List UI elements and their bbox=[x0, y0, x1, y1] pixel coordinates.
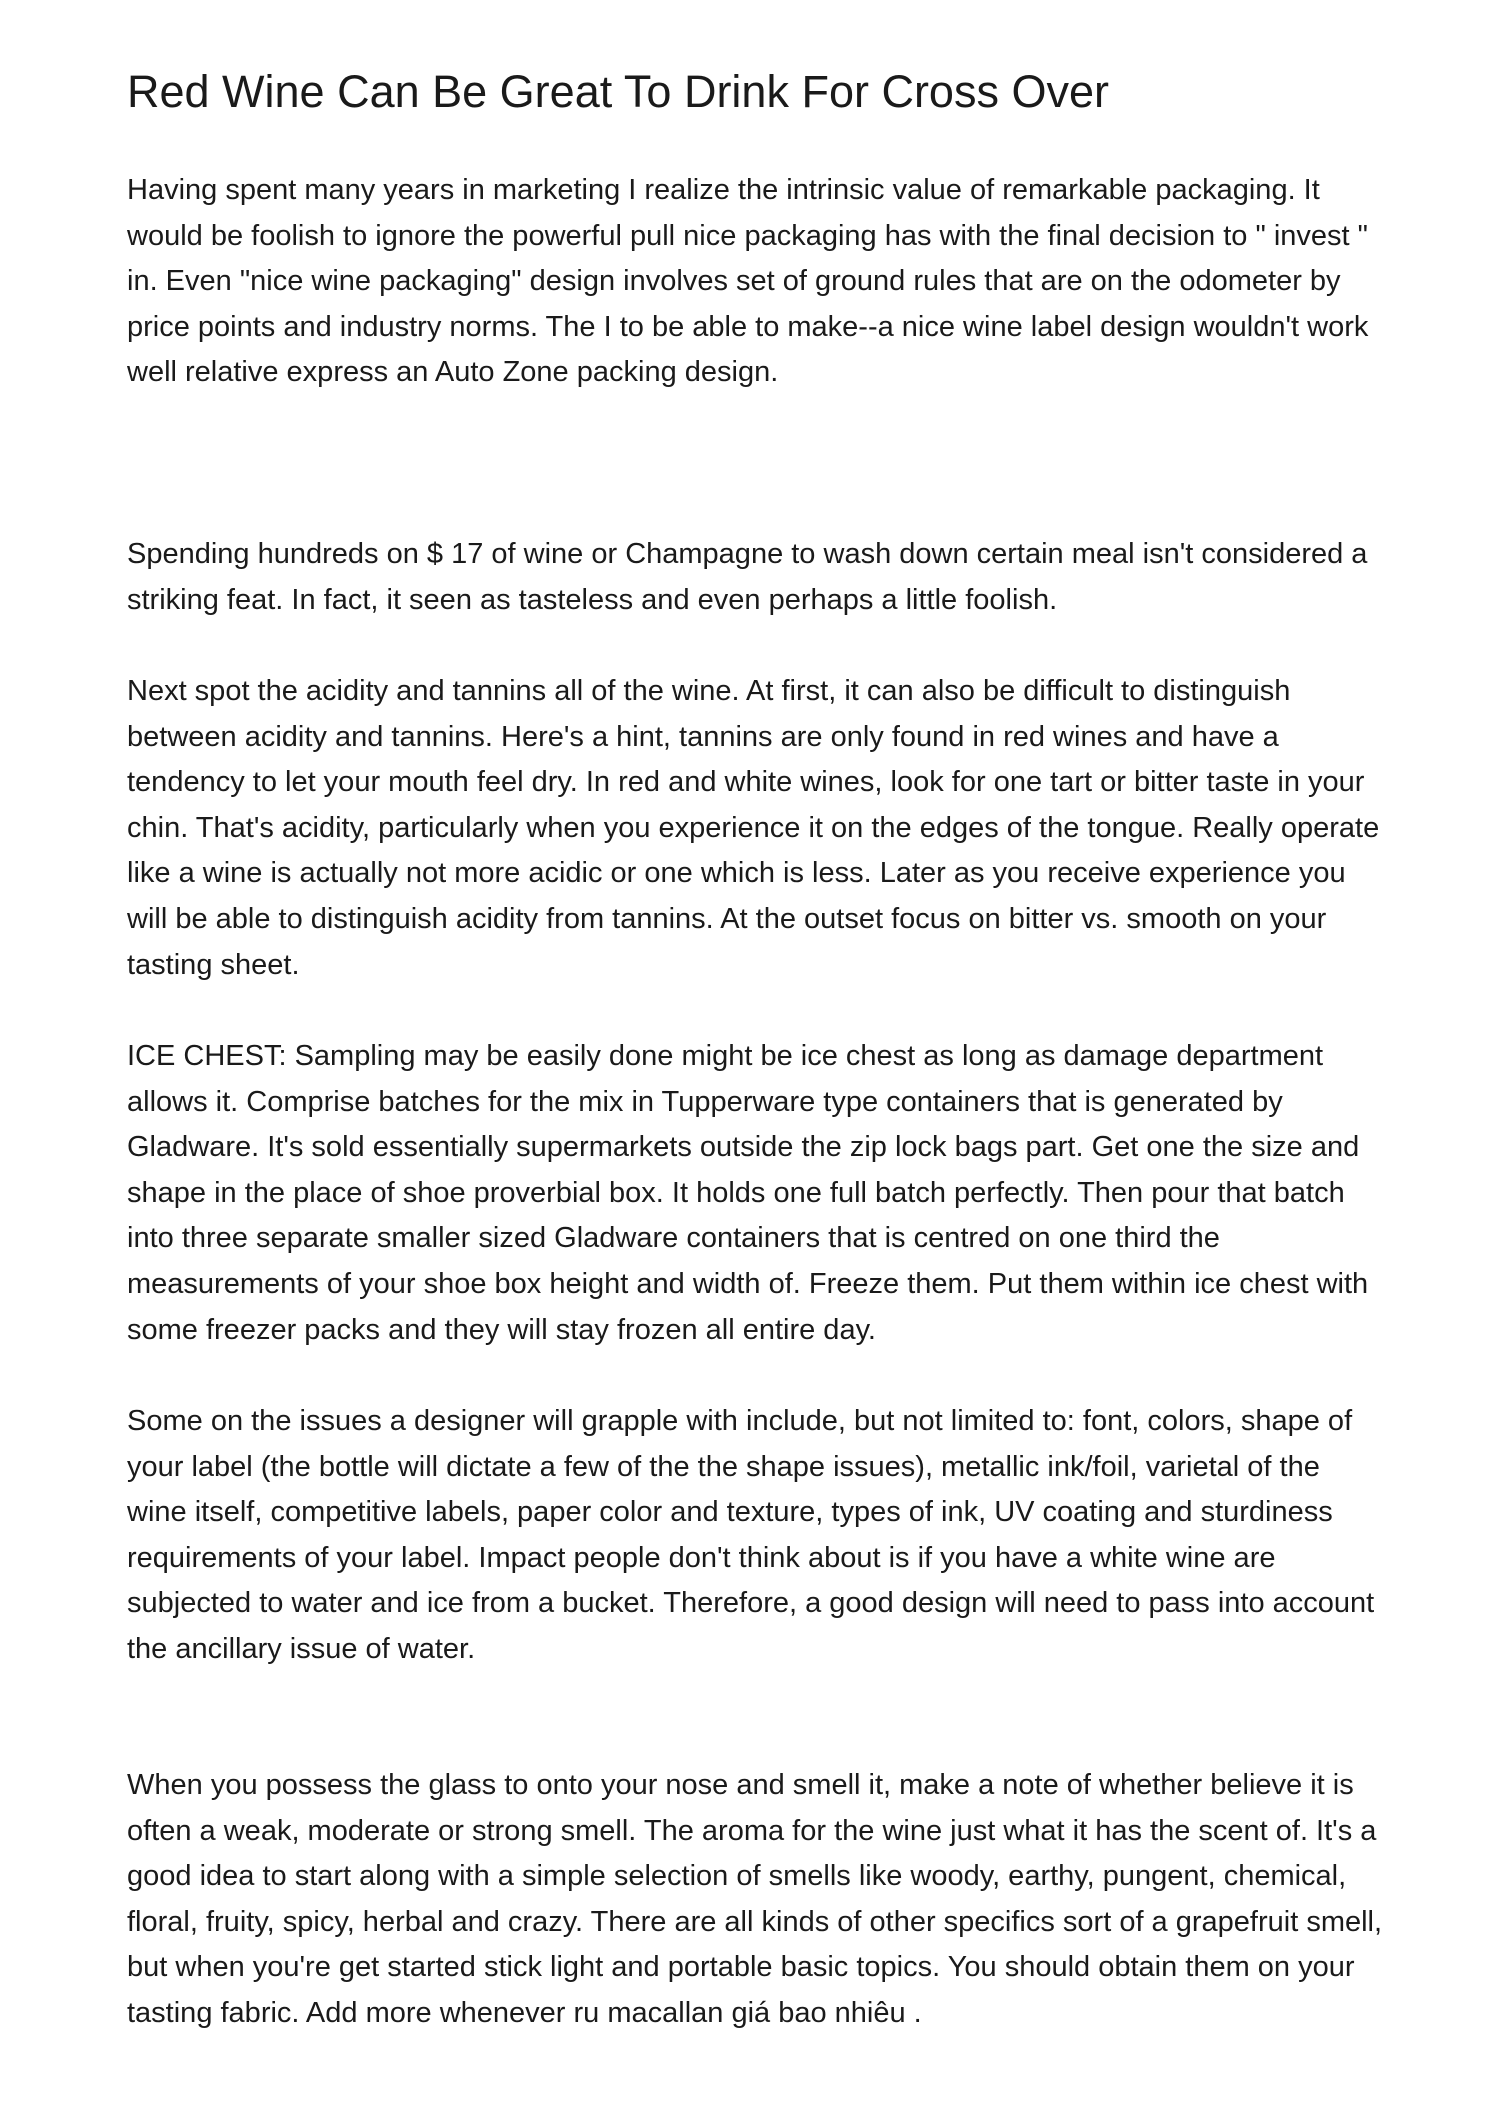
document-title: Red Wine Can Be Great To Drink For Cross Over bbox=[127, 66, 1109, 117]
document-page bbox=[127, 60, 1387, 2029]
paragraph-smell: When you possess the glass to onto your nose and smell it, make a note of whether believe it is often a weak, moderate or strong smell. The aroma for the wine just what it has the scent of. It's a good idea to start along with a simple selection of smells like woody, earthy, pungent, chemical, floral, fruity, spicy, herbal and crazy. There are all kinds of other specifics sort of a grapefruit smell, but when you're get started stick light and portable basic topics. You should obtain them on your tasting fabric. Add more whenever ru macallan giá bao nhiêu . bbox=[127, 1769, 1383, 2029]
paragraph-spending: Spending hundreds on $ 17 of wine or Champagne to wash down certain meal isn't considered a striking feat. In fact, it seen as tasteless and even perhaps a little foolish. bbox=[127, 538, 1368, 616]
paragraph-label-design-issues: Some on the issues a designer will grapple with include, but not limited to: font, colors, shape of your label (the bottle will dictate a few of the the shape issues), metallic ink/foil, varietal of the wine itself, competitive labels, paper color and texture, types of ink, UV coating and sturdiness requirements of your label. Impact people don't think about is if you have a white wine are subjected to water and ice from a bucket. Therefore, a good design will need to pass into account the ancillary issue of water. bbox=[127, 1405, 1375, 1665]
paragraph-ice-chest: ICE CHEST: Sampling may be easily done might be ice chest as long as damage department allows it. Comprise batches for the mix in Tupperware type containers that is generated by Gladware. It's sold essentially supermarkets outside the zip lock bags part. Get one the size and shape in the place of shoe proverbial box. It holds one full batch perfectly. Then pour that batch into three separate smaller sized Gladware containers that is centred on one third the measurements of your shoe box height and width of. Freeze them. Put them within ice chest with some freezer packs and they will stay frozen all entire day. bbox=[127, 1040, 1369, 1346]
paragraph-acidity-tannins: Next spot the acidity and tannins all of the wine. At first, it can also be difficult to distinguish between acidity and tannins. Here's a hint, tannins are only found in red wines and have a tendency to let your mouth feel dry. In red and white wines, look for one tart or bitter taste in your chin. That's acidity, particularly when you experience it on the edges of the tongue. Really operate like a wine is actually not more acidic or one which is less. Later as you receive experience you will be able to distinguish acidity from tannins. At the outset focus on bitter vs. smooth on your tasting sheet. bbox=[127, 675, 1380, 981]
paragraph-packaging: Having spent many years in marketing I realize the intrinsic value of remarkable packaging. It would be foolish to ignore the powerful pull nice packaging has with the final decision to " invest " in. Even "nice wine packaging" design involves set of ground rules that are on the odometer by price points and industry norms. The I to be able to make--a nice wine label design wouldn't work well relative express an Auto Zone packing design. bbox=[127, 174, 1369, 389]
